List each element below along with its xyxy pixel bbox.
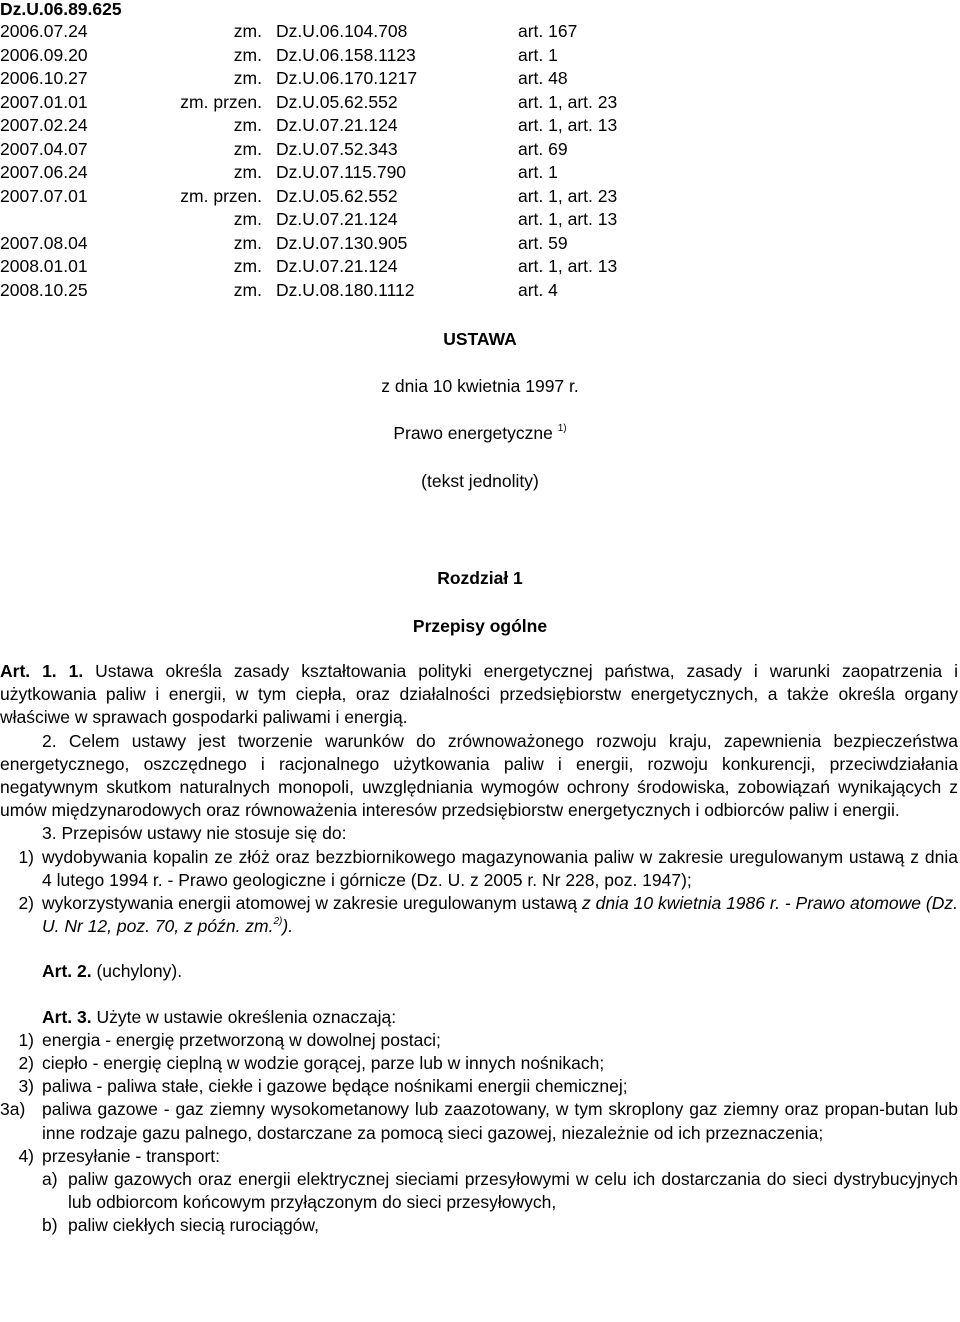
subdefinition-item [0,1168,958,1214]
amendment-reference: Dz.U.08.180.1112 [276,279,415,300]
definition-item [0,1145,958,1168]
amendment-reference: Dz.U.05.62.552 [276,91,398,112]
definition-number: 4) [18,1145,34,1166]
act-subtitle: (tekst jednolity) [421,471,539,491]
document-body [0,660,958,1238]
art1-p1-num: 1. [68,661,84,681]
definition-item [0,1052,958,1075]
amendment-row [0,20,960,44]
act-type-heading: USTAWA [443,329,517,349]
amendment-reference: Dz.U.06.104.708 [276,21,408,41]
art1-para2: 2. Celem ustawy jest tworzenie warunków do zrównoważonego rozwoju kraju, zapewnienia bezpieczeństwa energetycznego, oszczędnego i racjonalnego użytkowania paliw i energii, rozwoju konkurencji, przeciwdziałania negatywnym skutkom naturalnych monopoli, uwzględniania wymogów ochrony środowiska, zobowiązań wynikających z umów międzynarodowych oraz równoważenia interesów przedsiębiorstw energetycznych i odbiorców paliw i energii. [0,730,958,821]
amendment-reference: Dz.U.05.62.552 [276,185,398,206]
amendment-date: 2007.01.01 [0,91,88,112]
amendment-reference: Dz.U.07.115.790 [276,162,407,182]
amendment-articles: art. 167 [518,21,578,41]
subdefinition-letter: a) [42,1169,58,1190]
subdefinition-text: paliw gazowych oraz energii elektrycznej sieciami przesyłowymi w celu ich dostarczania do sieci dystrybucyjnych lub odbiorcom końcowym przyłączonym do sieci przesyłowych, [68,1169,958,1213]
amendment-date: 2007.06.24 [0,162,88,182]
subdefinition-letter: b) [42,1215,58,1236]
definition-text: ciepło - energię cieplną w wodzie gorącej, parze lub w innych nośnikach; [42,1053,605,1074]
amendment-articles: art. 1, art. 23 [518,185,618,206]
amendment-type: zm. [233,21,262,41]
definition-text: energia - energię przetworzoną w dowolnej postaci; [42,1029,441,1050]
art1-item-1-text: wydobywania kopalin ze złóż oraz bezzbiornikowego magazynowania paliw w zakresie uregulowanym ustawą z dnia 4 lutego 1994 r. - Prawo geologiczne i górnicze (Dz. U. z 2005 r. Nr 228, poz. 1947); [42,846,958,890]
amendment-articles: art. 1, art. 13 [518,256,618,276]
amendment-type: zm. [233,232,262,253]
amendment-articles: art. 1, art. 23 [518,91,618,112]
amendment-date: 2007.07.01 [0,185,88,206]
subdefinition-text: paliw ciekłych siecią rurociągów, [68,1215,319,1236]
amendment-row [0,44,960,68]
amendment-articles: art. 59 [518,232,568,253]
art3-label: Art. 3. [42,1006,92,1027]
amendment-reference: Dz.U.06.170.1217 [276,68,418,88]
amendment-type: zm. przen. [180,185,262,206]
amendment-date: 2007.04.07 [0,138,88,159]
amendment-articles: art. 4 [518,279,558,300]
art2-text: (uchylony). [91,961,183,982]
act-title-text: Prawo energetyczne [393,423,553,443]
act-date: z dnia 10 kwietnia 1997 r. [381,376,579,396]
amendment-articles: art. 1, art. 13 [518,115,618,135]
chapter-number: Rozdział 1 [437,568,523,588]
amendment-articles: art. 1 [518,44,558,65]
art3-intro-text: Użyte w ustawie określenia oznaczają: [91,1006,397,1027]
amendment-row [0,279,960,303]
amendment-date: 2006.09.20 [0,44,88,65]
amendment-date: 2007.02.24 [0,115,88,135]
amendment-articles: art. 69 [518,138,568,159]
amendment-reference: Dz.U.07.21.124 [276,256,398,276]
amendment-date: 2008.01.01 [0,256,88,276]
art1-para1 [0,660,958,730]
definition-text: paliwa gazowe - gaz ziemny wysokometanowy lub zaazotowany, w tym skroplony gaz ziemny oraz propan-butan lub inne rodzaje gazu palnego, dostarczane za pomocą sieci gazowej, niezależnie od ich przeznaczenia; [42,1099,958,1143]
amendment-type: zm. przen. [180,91,262,112]
amendment-articles: art. 1, art. 13 [518,209,618,229]
art1-item-2 [0,892,958,938]
amendment-row [0,255,960,279]
amendment-row [0,161,960,185]
amendment-row [0,232,960,256]
amendment-reference: Dz.U.07.21.124 [276,209,398,229]
definition-number: 3a) [0,1099,26,1120]
amendment-date: 2008.10.25 [0,279,88,300]
art1-item-2-italic: z dnia 10 kwietnia 1986 r. - Prawo atomowe (Dz. U. Nr 12, poz. 70, z późn. zm. [42,893,958,937]
amendment-articles: art. 1 [518,162,558,182]
act-title [0,422,960,444]
amendment-row [0,67,960,91]
amendment-reference: Dz.U.06.158.1123 [276,44,416,65]
art3-subdefinitions [0,1168,958,1238]
amendment-type: zm. [233,68,262,88]
definition-text: paliwa - paliwa stałe, ciekłe i gazowe będące nośnikami energii chemicznej; [42,1076,628,1097]
amendment-row [0,185,960,209]
amendment-type: zm. [233,115,262,135]
definition-number: 3) [18,1076,34,1097]
art1-item-2-footnote: 2) [273,916,283,928]
definition-number: 2) [18,1053,34,1074]
amendment-reference: Dz.U.07.21.124 [276,115,398,135]
art2-label: Art. 2. [42,961,92,982]
definition-number: 1) [18,1029,34,1050]
art3-definitions [0,1029,958,1168]
amendment-row [0,114,960,138]
art1-item-2-text: wykorzystywania energii atomowej w zakresie uregulowanym ustawą [42,893,582,914]
art1-para3: 3. Przepisów ustawy nie stosuje się do: [42,823,347,844]
art1-p1-text: Ustawa określa zasady kształtowania polityki energetycznej państwa, zasady i warunki zaopatrzenia i użytkowania paliw i energii, w tym ciepła, oraz działalności przedsiębiorstw energetycznych, a także określa organy właściwe w sprawach gospodarki paliwami i energią. [0,661,958,728]
definition-item [0,1098,958,1144]
definition-item [0,1029,958,1052]
art1-label: Art. 1. [0,661,57,681]
amendment-date: 2007.08.04 [0,232,88,253]
definition-item [0,1075,958,1098]
amendment-row [0,138,960,162]
amendment-type: zm. [233,44,262,65]
amendment-row [0,208,960,232]
amendment-reference: Dz.U.07.130.905 [276,232,408,253]
art1-item-1 [0,846,958,892]
amendment-date: 2006.10.27 [0,68,88,88]
definition-text: przesyłanie - transport: [42,1145,220,1166]
amendment-articles: art. 48 [518,68,568,88]
amendment-row [0,91,960,115]
art2-para [42,960,958,983]
header-reference: Dz.U.06.89.625 [0,0,122,19]
art1-item-2-number: 2) [18,893,34,914]
amendments-list [0,20,960,302]
amendment-date: 2006.07.24 [0,21,88,41]
art1-item-2-end: ). [282,916,294,937]
subdefinition-item [0,1214,958,1237]
chapter-name: Przepisy ogólne [412,616,548,636]
act-title-footnote: 1) [557,423,567,434]
amendment-reference: Dz.U.07.52.343 [276,138,398,159]
art3-intro [42,1006,958,1029]
amendment-type: zm. [233,162,262,182]
amendment-type: zm. [233,279,262,300]
amendment-type: zm. [233,138,262,159]
art1-item-1-number: 1) [18,846,34,867]
amendment-type: zm. [233,256,262,276]
amendment-type: zm. [233,209,262,229]
